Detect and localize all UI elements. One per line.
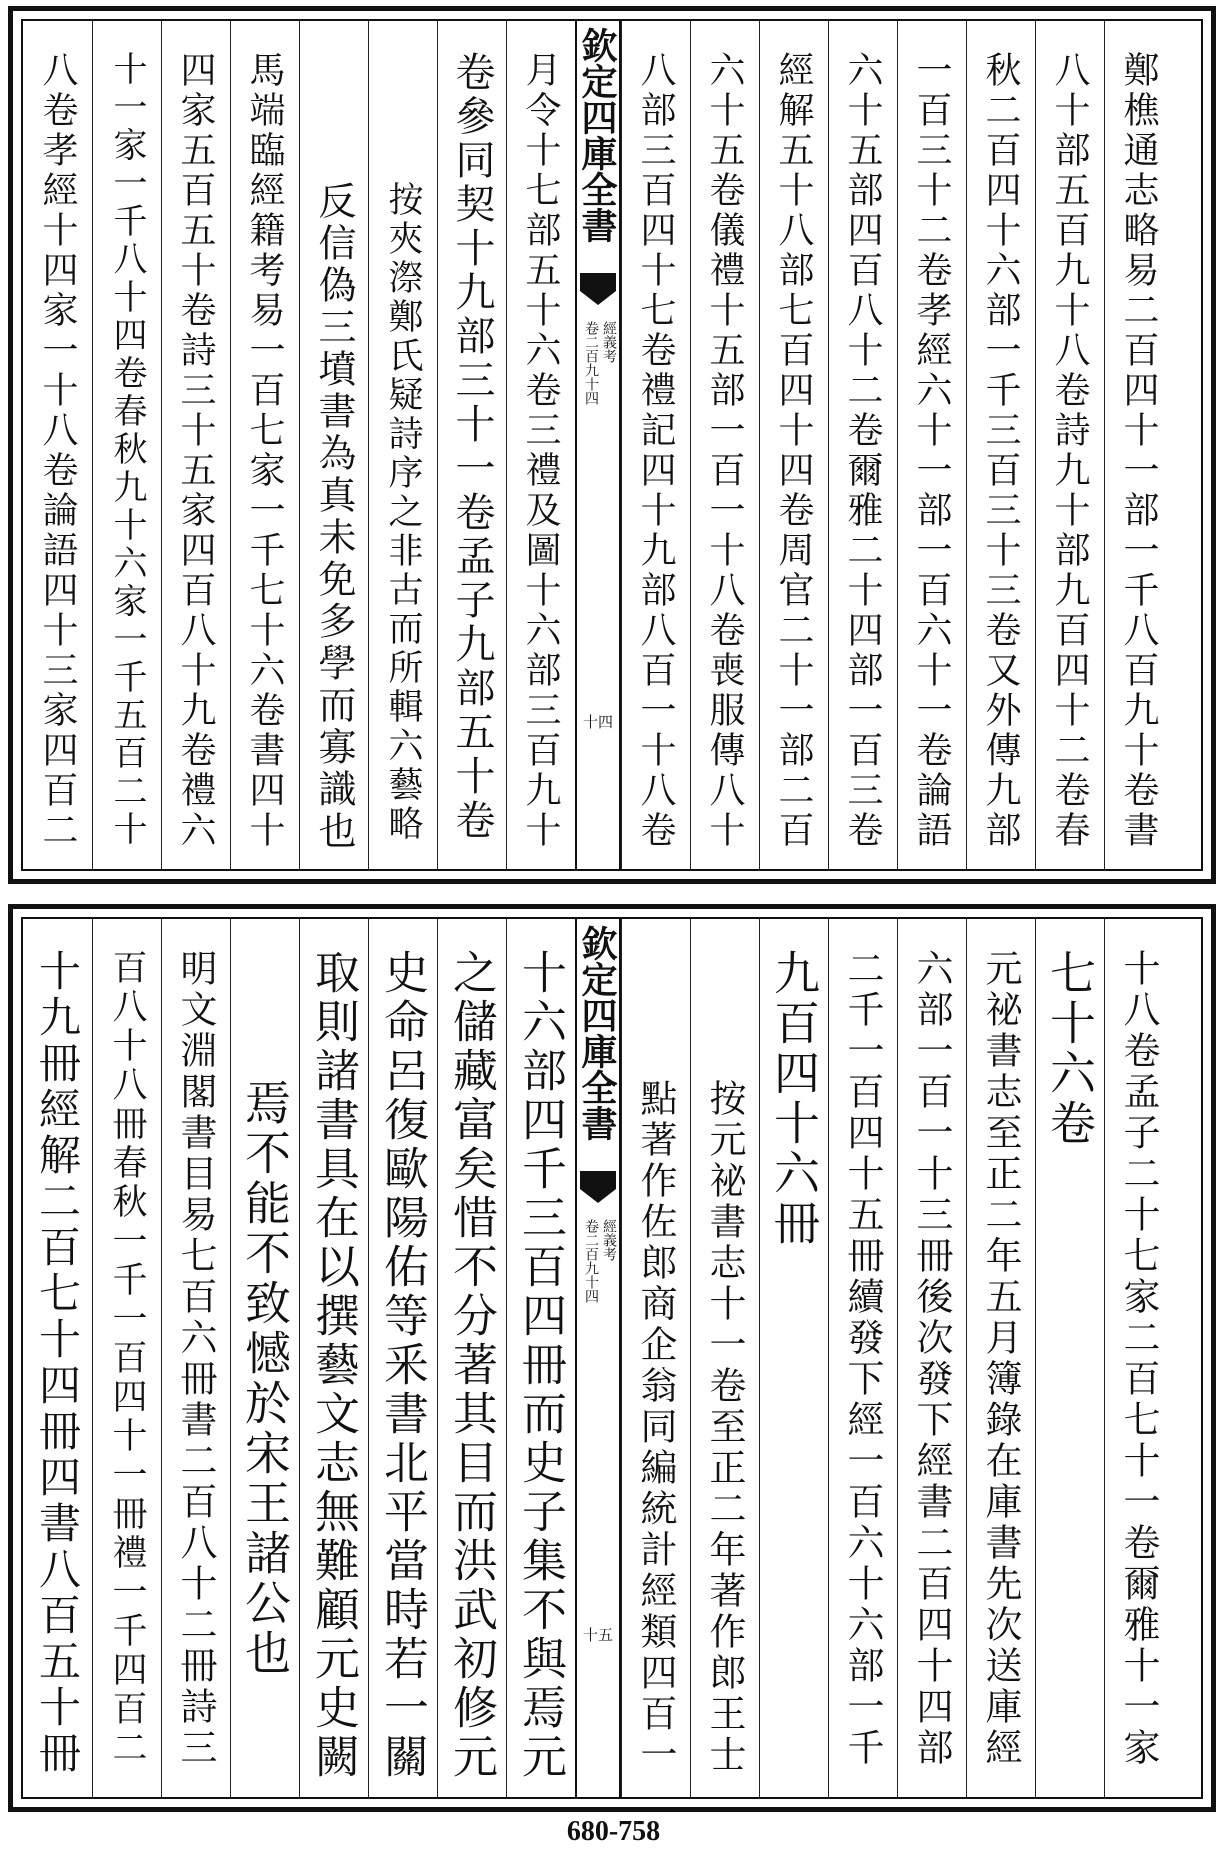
text-column: [690, 21, 759, 869]
column-text: 十一家一千八十四卷春秋九十六家一千五百二十: [107, 51, 147, 849]
column-text: 秋二百四十六部一千三百三十三卷又外傳九部: [980, 51, 1021, 851]
text-column: [1104, 919, 1173, 1797]
fish-tail-mark: [580, 273, 616, 307]
column-text: 八卷孝經十四家一十八卷論語四十三家四百二: [37, 51, 78, 851]
column-text: 六十五部四百八十二卷爾雅二十四部一百三卷: [842, 51, 883, 851]
column-text: 六部一百一十三冊後次發下經書二百四十四部: [910, 949, 953, 1769]
bottom-page-frame: [21, 917, 1203, 1799]
juan-label: 卷二百九十四: [583, 1219, 599, 1303]
page-footer-number: 680-758: [566, 1816, 661, 1847]
text-column: [506, 21, 575, 869]
top-page-columns: [23, 21, 1201, 869]
column-text: 八十部五百九十八卷詩九十部九百四十二卷春: [1049, 51, 1090, 851]
fish-tail-mark: [580, 1171, 616, 1205]
text-column: [299, 21, 368, 869]
column-text: 八部三百四十七卷禮記四十九部八百一十八卷: [635, 51, 676, 851]
column-text: 史命呂復歐陽佑等釆書北平當時若一關: [376, 949, 429, 1782]
section-label: 經義考: [601, 1219, 617, 1261]
column-text: 十八卷孟子二十七家二百七十一卷爾雅十一家: [1117, 949, 1160, 1769]
text-column: [230, 919, 299, 1797]
column-text: 鄭樵通志略易二百四十一部一千八百九十卷書: [1118, 51, 1159, 851]
text-column: [1035, 21, 1104, 869]
text-column: [828, 21, 897, 869]
column-text: 六十五卷儀禮十五部一百一十八卷喪服傳八十: [704, 51, 745, 851]
column-text: 月令十七部五十六卷三禮及圖十六部三百九十: [520, 51, 561, 851]
column-text: 百八十八冊春秋一千一百四十一冊禮一千四百二: [107, 949, 147, 1768]
column-text: 點著作佐郎商企翁同編統計經類四百一: [634, 1079, 677, 1776]
fold-center: [575, 21, 621, 869]
column-text: 反信偽三墳書為真未免多學而寡識也: [312, 181, 356, 853]
text-column: [368, 21, 437, 869]
column-text: 按夾漈鄭氏疑詩序之非古而所輯六藝略: [383, 181, 423, 844]
fold-center: [575, 919, 621, 1797]
column-text: 按元祕書志十一卷至正二年著作郎王士: [703, 1079, 746, 1776]
text-column: [621, 21, 690, 869]
column-text: 明文淵閣書目易七百六冊書二百八十二冊詩三: [174, 949, 217, 1769]
column-text: 經解五十八部七百四十四卷周官二十一部二百: [773, 51, 814, 851]
bottom-page: [8, 904, 1216, 1812]
page-number: 十五: [582, 1626, 613, 1644]
text-column: [1104, 21, 1173, 869]
column-text: 卷參同契十九部三十一卷孟子九部五十卷: [449, 51, 495, 843]
text-column: [621, 919, 690, 1797]
book-title: 欽定四庫全書: [576, 27, 618, 243]
text-column: [23, 21, 92, 869]
page-number: 十四: [582, 713, 613, 731]
text-column: [759, 919, 828, 1797]
column-text: 九百四十六冊: [767, 949, 821, 1249]
column-text: 十九冊經解二百七十四冊四書八百五十冊: [33, 949, 82, 1777]
text-column: [92, 919, 161, 1797]
text-column: [437, 919, 506, 1797]
text-column: [897, 21, 966, 869]
column-text: 焉不能不致憾於宋王諸公也: [238, 1079, 292, 1679]
column-text: 二千一百四十五冊續發下經一百六十六部一千: [841, 949, 884, 1769]
book-title: 欽定四庫全書: [576, 925, 618, 1141]
text-column: [23, 919, 92, 1797]
text-column: [299, 919, 368, 1797]
text-column: [690, 919, 759, 1797]
column-text: 之儲藏富矣惜不分著其目而洪武初修元: [445, 949, 498, 1782]
text-column: [437, 21, 506, 869]
text-column: [92, 21, 161, 869]
column-text: 元祕書志至正二年五月簿錄在庫書先次送庫經: [979, 949, 1022, 1769]
text-column: [506, 919, 575, 1797]
text-column: [161, 919, 230, 1797]
top-page: [8, 6, 1216, 884]
juan-label: 卷二百九十四: [583, 321, 599, 405]
section-label: 經義考: [601, 321, 617, 363]
bottom-page-columns: [23, 919, 1201, 1797]
column-text: 一百三十二卷孝經六十一部一百六十一卷論語: [911, 51, 952, 851]
column-text: 七十六卷: [1043, 949, 1097, 1149]
text-column: [897, 919, 966, 1797]
text-column: [759, 21, 828, 869]
text-column: [966, 919, 1035, 1797]
text-column: [966, 21, 1035, 869]
column-text: 四家五百五十卷詩三十五家四百八十九卷禮六: [175, 51, 216, 851]
text-column: [1035, 919, 1104, 1797]
top-page-frame: [21, 19, 1203, 871]
text-column: [828, 919, 897, 1797]
column-text: 馬端臨經籍考易一百七家一千七十六卷書四十: [244, 51, 285, 851]
column-text: 取則諸書具在以撰藝文志無難顧元史闕: [307, 949, 360, 1782]
column-text: 十六部四千三百四冊而史子集不與焉元: [514, 949, 567, 1782]
text-column: [161, 21, 230, 869]
text-column: [368, 919, 437, 1797]
text-column: [230, 21, 299, 869]
